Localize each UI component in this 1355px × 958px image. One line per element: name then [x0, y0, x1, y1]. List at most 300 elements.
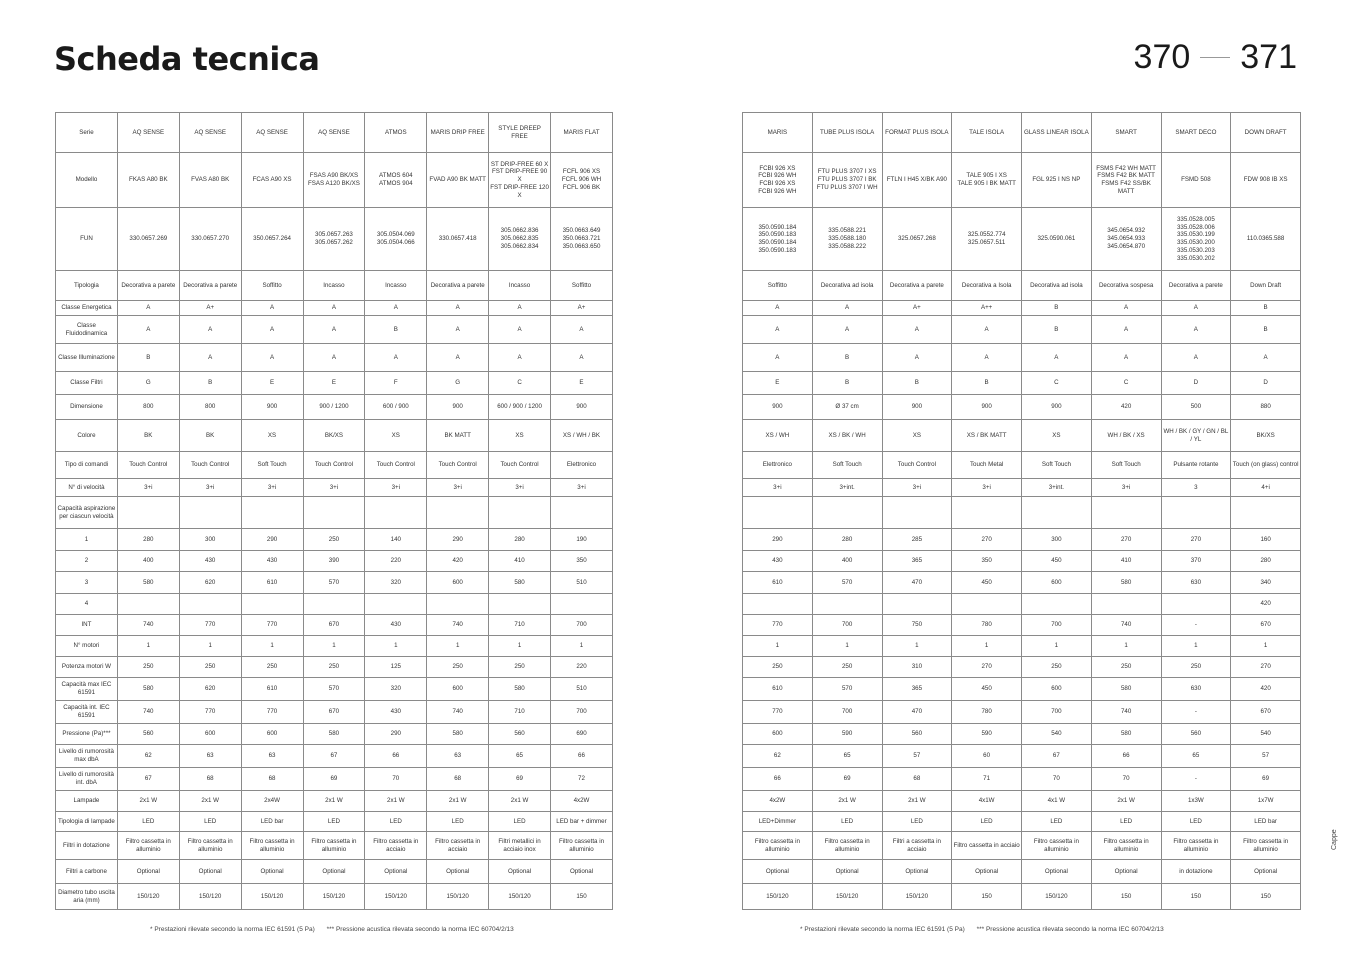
table-cell: Filtro cassetta in alluminio — [1161, 832, 1231, 860]
table-row — [743, 768, 1301, 791]
table-cell: A++ — [952, 301, 1022, 316]
page-number-divider — [1200, 57, 1230, 58]
table-cell: WH / BK / GY / GN / BL / YL — [1161, 420, 1231, 452]
table-cell: 2x1 W — [427, 791, 489, 812]
table-cell: 60 — [952, 745, 1022, 768]
footnotes-right — [800, 926, 1164, 933]
table-cell: 540 — [1022, 724, 1092, 745]
table-cell: BK/XS — [303, 420, 365, 452]
table-cell: Optional — [427, 860, 489, 884]
table-cell: Optional — [1231, 860, 1301, 884]
table-cell: 430 — [365, 615, 427, 636]
table-cell: 450 — [1022, 551, 1092, 572]
table-cell: - — [1161, 701, 1231, 724]
table-cell: 880 — [1231, 395, 1301, 420]
table-cell: 580 — [1091, 678, 1161, 701]
table-cell: BK MATT — [427, 420, 489, 452]
row-label: 2 — [56, 551, 118, 572]
table-cell: 350 — [551, 551, 613, 572]
table-cell: 1 — [1231, 636, 1301, 657]
table-cell: A — [427, 316, 489, 344]
table-cell: 110.0365.588 — [1231, 208, 1301, 271]
table-cell: 70 — [365, 768, 427, 791]
table-cell: C — [1091, 372, 1161, 395]
table-cell — [1161, 594, 1231, 615]
table-cell: 3+i — [882, 479, 952, 497]
table-cell: 3+i — [427, 479, 489, 497]
table-row — [56, 572, 613, 594]
table-row — [56, 113, 613, 153]
table-cell: 2x1 W — [882, 791, 952, 812]
table-cell: Optional — [489, 860, 551, 884]
table-cell: 690 — [551, 724, 613, 745]
table-cell: 510 — [551, 572, 613, 594]
table-cell: 4x1W — [952, 791, 1022, 812]
table-cell: Optional — [303, 860, 365, 884]
table-cell: 65 — [489, 745, 551, 768]
table-cell: FTLN I H45 X/BK A90 — [882, 153, 952, 208]
table-cell: B — [1022, 316, 1092, 344]
section-side-label: Cappe — [1331, 829, 1338, 850]
table-cell: 420 — [1231, 594, 1301, 615]
table-cell: 740 — [1091, 615, 1161, 636]
table-cell: Filtro cassetta in alluminio — [812, 832, 882, 860]
table-cell: ST DRIP-FREE 60 X FST DRIP-FREE 90 X FST DRIP-FREE 120 X — [489, 153, 551, 208]
table-cell — [365, 497, 427, 529]
table-cell — [882, 594, 952, 615]
table-cell: Decorativa a parete — [1161, 271, 1231, 301]
table-cell: FCAS A90 XS — [241, 153, 303, 208]
table-row — [56, 420, 613, 452]
table-cell — [489, 497, 551, 529]
table-cell: 770 — [241, 701, 303, 724]
table-cell: LED bar — [241, 812, 303, 832]
table-cell: 300 — [179, 529, 241, 551]
table-cell: 66 — [743, 768, 813, 791]
row-label: 4 — [56, 594, 118, 615]
table-row — [743, 153, 1301, 208]
table-cell: MARIS DRIP FREE — [427, 113, 489, 153]
table-row — [56, 452, 613, 479]
table-cell: 350.0663.649 350.0663.721 350.0663.650 — [551, 208, 613, 271]
table-cell: MARIS — [743, 113, 813, 153]
table-cell: 370 — [1161, 551, 1231, 572]
table-cell: 770 — [241, 615, 303, 636]
table-row — [743, 657, 1301, 678]
table-row — [56, 724, 613, 745]
table-cell: 580 — [1091, 724, 1161, 745]
table-cell: A — [303, 301, 365, 316]
table-cell: 71 — [952, 768, 1022, 791]
table-cell: A — [489, 344, 551, 372]
table-cell: 150 — [551, 884, 613, 910]
table-row — [743, 615, 1301, 636]
table-cell: 68 — [427, 768, 489, 791]
page-title: Scheda tecnica — [54, 40, 320, 78]
table-cell: A — [1161, 301, 1231, 316]
table-row — [56, 529, 613, 551]
table-cell: 250 — [117, 657, 179, 678]
table-cell: 67 — [1022, 745, 1092, 768]
row-label: Classe Filtri — [56, 372, 118, 395]
table-cell: 470 — [882, 701, 952, 724]
table-cell: 420 — [1231, 678, 1301, 701]
table-cell: 305.0662.836 305.0662.835 305.0662.834 — [489, 208, 551, 271]
table-cell — [812, 497, 882, 529]
table-cell: 800 — [117, 395, 179, 420]
table-cell: Optional — [743, 860, 813, 884]
table-cell: B — [365, 316, 427, 344]
table-cell: 250 — [241, 657, 303, 678]
table-cell: 4x2W — [743, 791, 813, 812]
table-cell: 220 — [365, 551, 427, 572]
table-cell: A — [743, 344, 813, 372]
table-cell: A — [365, 344, 427, 372]
table-cell: XS — [241, 420, 303, 452]
table-cell: SMART — [1091, 113, 1161, 153]
table-cell: A — [303, 344, 365, 372]
table-cell: 430 — [179, 551, 241, 572]
table-cell: C — [489, 372, 551, 395]
table-cell: SMART DECO — [1161, 113, 1231, 153]
table-cell: A — [179, 344, 241, 372]
table-cell: Filtro cassetta in alluminio — [743, 832, 813, 860]
table-cell: Filtro cassetta in alluminio — [1091, 832, 1161, 860]
table-cell: FCBI 926 XS FCBI 926 WH FCBI 926 XS FCBI 926 WH — [743, 153, 813, 208]
table-cell: Incasso — [489, 271, 551, 301]
table-cell: 670 — [303, 615, 365, 636]
table-cell: 1 — [882, 636, 952, 657]
table-cell: Soffitto — [241, 271, 303, 301]
table-cell: 66 — [1091, 745, 1161, 768]
table-cell: 63 — [179, 745, 241, 768]
table-cell: Optional — [882, 860, 952, 884]
table-cell: Incasso — [365, 271, 427, 301]
table-cell: 4x2W — [551, 791, 613, 812]
table-cell: 1 — [1022, 636, 1092, 657]
table-cell: 150/120 — [882, 884, 952, 910]
table-row — [743, 745, 1301, 768]
table-cell: 320 — [365, 572, 427, 594]
table-row — [56, 479, 613, 497]
table-cell: 600 — [179, 724, 241, 745]
table-cell: 800 — [179, 395, 241, 420]
table-cell: 2x1 W — [489, 791, 551, 812]
table-cell: Touch Control — [882, 452, 952, 479]
table-cell: 740 — [117, 615, 179, 636]
row-label: 1 — [56, 529, 118, 551]
table-cell: BK — [179, 420, 241, 452]
table-cell — [427, 497, 489, 529]
table-cell: 600 — [1022, 678, 1092, 701]
table-cell: 57 — [882, 745, 952, 768]
table-cell: F — [365, 372, 427, 395]
table-cell: 270 — [952, 657, 1022, 678]
table-cell: 3+i — [117, 479, 179, 497]
table-cell: 600 / 900 / 1200 — [489, 395, 551, 420]
table-cell: 3+i — [551, 479, 613, 497]
table-cell: 560 — [117, 724, 179, 745]
table-cell: 700 — [551, 701, 613, 724]
table-cell: 310 — [882, 657, 952, 678]
table-cell: 340 — [1231, 572, 1301, 594]
table-row — [56, 701, 613, 724]
table-cell: A — [952, 316, 1022, 344]
table-cell: A — [812, 301, 882, 316]
table-cell: Decorativa a parete — [117, 271, 179, 301]
table-cell: XS / WH — [743, 420, 813, 452]
table-cell: 280 — [1231, 551, 1301, 572]
table-cell: A — [117, 316, 179, 344]
table-cell: 600 — [427, 678, 489, 701]
table-cell: TUBE PLUS ISOLA — [812, 113, 882, 153]
table-cell: LED — [303, 812, 365, 832]
table-cell: 270 — [1161, 529, 1231, 551]
table-row — [56, 153, 613, 208]
table-cell: Decorativa a parete — [882, 271, 952, 301]
table-cell: G — [427, 372, 489, 395]
table-cell: AQ SENSE — [303, 113, 365, 153]
table-cell: - — [1161, 768, 1231, 791]
table-cell: 390 — [303, 551, 365, 572]
table-cell: 280 — [489, 529, 551, 551]
table-cell: 65 — [1161, 745, 1231, 768]
table-row — [743, 636, 1301, 657]
table-cell: Touch Control — [179, 452, 241, 479]
table-cell: Soffitto — [743, 271, 813, 301]
table-cell: 570 — [303, 678, 365, 701]
table-cell: A — [1091, 316, 1161, 344]
table-cell: 1 — [812, 636, 882, 657]
table-cell: 63 — [427, 745, 489, 768]
table-cell: FORMAT PLUS ISOLA — [882, 113, 952, 153]
table-cell: 900 — [241, 395, 303, 420]
table-cell — [952, 594, 1022, 615]
table-cell: Filtro cassetta in acciaio — [952, 832, 1022, 860]
table-cell: FDW 908 IB XS — [1231, 153, 1301, 208]
table-cell — [1022, 594, 1092, 615]
table-cell: 69 — [303, 768, 365, 791]
row-label: Classe Energetica — [56, 301, 118, 316]
table-cell: 350 — [952, 551, 1022, 572]
row-label: Capacità int. IEC 61591 — [56, 701, 118, 724]
table-row — [56, 745, 613, 768]
table-cell: FSMD 508 — [1161, 153, 1231, 208]
table-row — [743, 529, 1301, 551]
table-row — [743, 724, 1301, 745]
row-label: Tipologia di lampade — [56, 812, 118, 832]
table-cell: A — [743, 316, 813, 344]
table-cell: A+ — [179, 301, 241, 316]
table-cell: 3+i — [952, 479, 1022, 497]
table-cell: 700 — [812, 615, 882, 636]
table-cell: A — [1161, 316, 1231, 344]
table-cell: 150/120 — [179, 884, 241, 910]
table-cell: GLASS LINEAR ISOLA — [1022, 113, 1092, 153]
table-cell: LED — [489, 812, 551, 832]
table-cell: 1x3W — [1161, 791, 1231, 812]
table-cell: Optional — [1091, 860, 1161, 884]
table-cell: 250 — [303, 657, 365, 678]
table-cell: 410 — [489, 551, 551, 572]
table-cell: BK/XS — [1231, 420, 1301, 452]
table-cell: 3+i — [489, 479, 551, 497]
table-cell: 1 — [489, 636, 551, 657]
table-cell: 2x1 W — [303, 791, 365, 812]
row-label: Potenza motori W — [56, 657, 118, 678]
table-cell — [882, 497, 952, 529]
table-cell: 620 — [179, 678, 241, 701]
table-row — [743, 420, 1301, 452]
table-cell — [489, 594, 551, 615]
table-cell: LED — [179, 812, 241, 832]
table-cell: 740 — [1091, 701, 1161, 724]
table-cell: 250 — [1161, 657, 1231, 678]
table-row — [56, 208, 613, 271]
table-cell — [303, 594, 365, 615]
table-cell — [117, 497, 179, 529]
table-cell: A — [179, 316, 241, 344]
row-label: Livello di rumorosità int. dbA — [56, 768, 118, 791]
table-cell: Touch Control — [303, 452, 365, 479]
footnote: *** Pressione acustica rilevata secondo la norma IEC 60704/2/13 — [976, 926, 1164, 933]
table-cell: 330.0657.418 — [427, 208, 489, 271]
table-row — [56, 316, 613, 344]
row-label: Diametro tubo uscita aria (mm) — [56, 884, 118, 910]
table-cell: A — [743, 301, 813, 316]
table-cell: Soft Touch — [1022, 452, 1092, 479]
table-cell: Touch Metal — [952, 452, 1022, 479]
table-row — [56, 884, 613, 910]
table-cell: 430 — [365, 701, 427, 724]
table-cell: A — [427, 301, 489, 316]
table-cell: 3+int. — [812, 479, 882, 497]
table-cell: A — [882, 344, 952, 372]
spec-table-right — [742, 112, 1301, 910]
table-cell: B — [952, 372, 1022, 395]
table-cell: 1 — [1091, 636, 1161, 657]
table-cell: 570 — [303, 572, 365, 594]
table-cell: AQ SENSE — [241, 113, 303, 153]
table-cell: A — [1091, 301, 1161, 316]
table-cell: 410 — [1091, 551, 1161, 572]
table-cell: 420 — [427, 551, 489, 572]
table-cell: XS / WH / BK — [551, 420, 613, 452]
table-cell: 610 — [743, 572, 813, 594]
table-cell: 400 — [812, 551, 882, 572]
table-cell: 770 — [179, 701, 241, 724]
table-cell — [551, 594, 613, 615]
table-cell: 750 — [882, 615, 952, 636]
table-cell: 250 — [489, 657, 551, 678]
table-cell: FVAS A80 BK — [179, 153, 241, 208]
row-label: Filtri a carbone — [56, 860, 118, 884]
table-cell: MARIS FLAT — [551, 113, 613, 153]
table-cell: A — [365, 301, 427, 316]
table-cell: 450 — [952, 572, 1022, 594]
table-row — [56, 271, 613, 301]
table-cell: A — [241, 316, 303, 344]
row-label: Serie — [56, 113, 118, 153]
table-cell: 630 — [1161, 572, 1231, 594]
table-cell: 600 / 900 — [365, 395, 427, 420]
table-cell: G — [117, 372, 179, 395]
page-number-right: 371 — [1240, 38, 1297, 76]
table-cell: LED — [1161, 812, 1231, 832]
table-cell: A — [882, 316, 952, 344]
table-cell: 290 — [241, 529, 303, 551]
table-cell — [427, 594, 489, 615]
page-number-left: 370 — [1133, 38, 1191, 76]
table-cell: LED — [427, 812, 489, 832]
row-label: Filtri in dotazione — [56, 832, 118, 860]
row-label: FUN — [56, 208, 118, 271]
table-cell: 150 — [1231, 884, 1301, 910]
table-cell: B — [812, 344, 882, 372]
table-cell: 70 — [1022, 768, 1092, 791]
table-cell: Touch Control — [489, 452, 551, 479]
table-cell: 620 — [179, 572, 241, 594]
table-cell: DOWN DRAFT — [1231, 113, 1301, 153]
table-cell: 900 — [882, 395, 952, 420]
table-cell: WH / BK / XS — [1091, 420, 1161, 452]
table-cell: 150/120 — [117, 884, 179, 910]
spec-table-left — [55, 112, 613, 910]
table-cell: 3+i — [303, 479, 365, 497]
table-cell: LED bar — [1231, 812, 1301, 832]
table-cell: 190 — [551, 529, 613, 551]
table-cell: 300 — [1022, 529, 1092, 551]
table-cell: Optional — [1022, 860, 1092, 884]
page-numbers — [1134, 38, 1297, 77]
table-cell: 600 — [1022, 572, 1092, 594]
table-cell: 570 — [812, 678, 882, 701]
table-cell: 900 — [551, 395, 613, 420]
table-row — [743, 344, 1301, 372]
table-cell: Filtro cassetta in alluminio — [241, 832, 303, 860]
table-cell: 700 — [812, 701, 882, 724]
table-cell: 62 — [117, 745, 179, 768]
table-cell: 350.0590.184 350.0590.183 350.0590.184 350.0590.183 — [743, 208, 813, 271]
table-cell: A — [551, 344, 613, 372]
table-cell: 400 — [117, 551, 179, 572]
table-row — [56, 636, 613, 657]
table-row — [743, 372, 1301, 395]
table-cell — [241, 594, 303, 615]
table-row — [56, 860, 613, 884]
table-cell: 150/120 — [489, 884, 551, 910]
table-cell: 740 — [427, 615, 489, 636]
table-cell: E — [303, 372, 365, 395]
table-cell: 600 — [743, 724, 813, 745]
table-row — [743, 832, 1301, 860]
table-cell: 150/120 — [812, 884, 882, 910]
table-cell: 2x1 W — [365, 791, 427, 812]
table-cell: LED — [365, 812, 427, 832]
table-cell: A+ — [551, 301, 613, 316]
table-cell: 63 — [241, 745, 303, 768]
table-cell: B — [1231, 301, 1301, 316]
table-cell: A — [489, 301, 551, 316]
table-cell: Optional — [179, 860, 241, 884]
table-row — [56, 551, 613, 572]
table-cell: Decorativa sospesa — [1091, 271, 1161, 301]
table-cell: D — [1161, 372, 1231, 395]
table-row — [743, 860, 1301, 884]
row-label: Lampade — [56, 791, 118, 812]
table-cell: 770 — [743, 701, 813, 724]
table-cell: LED bar + dimmer — [551, 812, 613, 832]
